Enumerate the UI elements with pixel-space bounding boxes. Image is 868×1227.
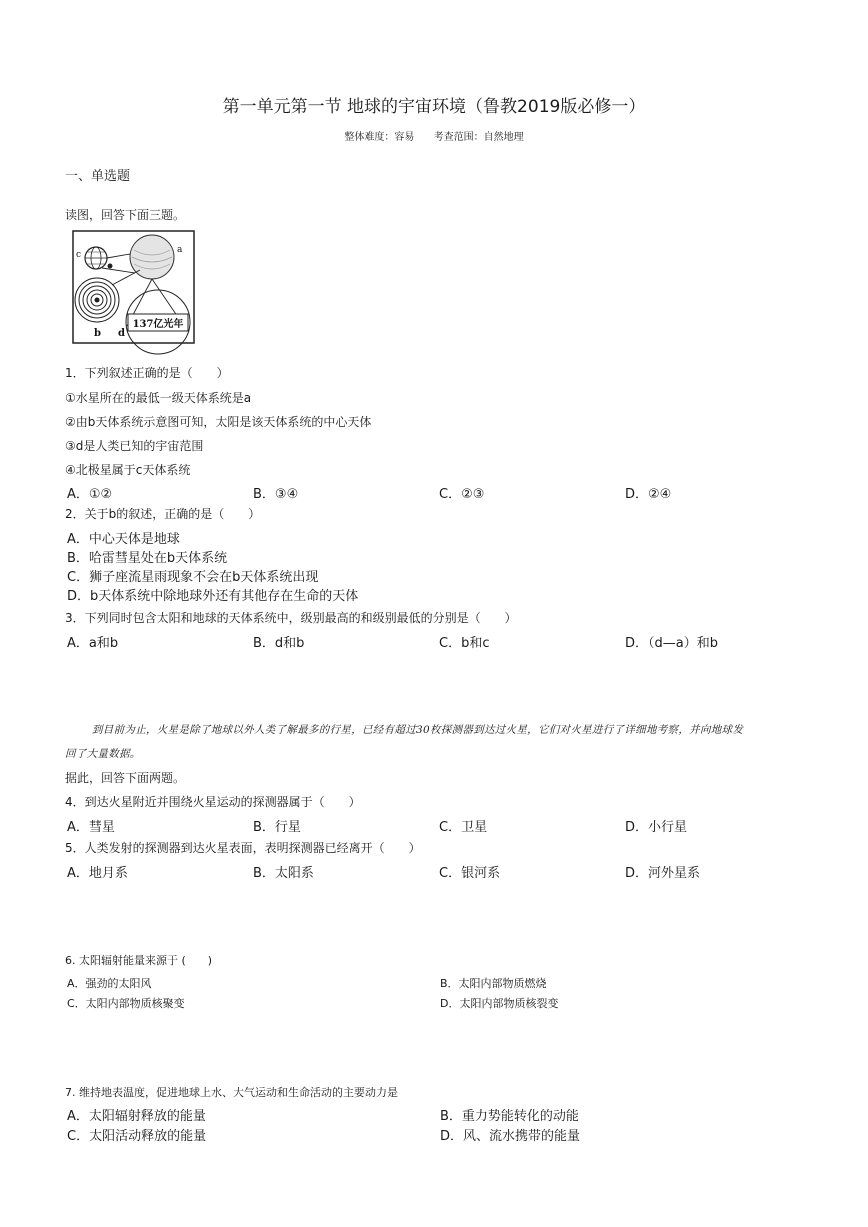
q4-option-b: B．行星 xyxy=(253,820,301,835)
q5-option-b: B．太阳系 xyxy=(253,866,314,881)
passage-line: 到目前为止，火星是除了地球以外人类了解最多的行星，已经有超过30枚探测器到达过火星，它们对火星进行了详细地考察，并向地球发 xyxy=(92,724,744,736)
scope-label: 考查范围：自然地理 xyxy=(433,132,524,143)
q1-statement: ②由b天体系统示意图可知，太阳是该天体系统的中心天体 xyxy=(65,415,372,429)
q1-option-d: D．②④ xyxy=(625,487,672,502)
q3-option-c: C．b和c xyxy=(439,636,490,651)
q2-option-c: C．狮子座流星雨现象不会在b天体系统出现 xyxy=(67,570,319,585)
q1-statement: ①水星所在的最低一级天体系统是a xyxy=(65,391,252,405)
cosmic-hierarchy-figure xyxy=(72,230,196,366)
group2-intro: 据此，回答下面两题。 xyxy=(65,771,186,785)
group1-intro: 读图，回答下面三题。 xyxy=(65,208,186,222)
figure-label-c: c xyxy=(76,250,82,260)
q2-option-d: D．b天体系统中除地球外还有其他存在生命的天体 xyxy=(67,589,359,604)
page-title: 第一单元第一节 地球的宇宙环境（鲁教2019版必修一） xyxy=(222,97,646,117)
q7-option-d: D．风、流水携带的能量 xyxy=(440,1129,581,1144)
q6-stem: 6. 太阳辐射能量来源于 ( ) xyxy=(65,954,213,967)
difficulty-label: 整体难度：容易 xyxy=(344,132,415,143)
q2-stem: 2．关于b的叙述，正确的是（ ） xyxy=(65,507,261,521)
q5-option-d: D．河外星系 xyxy=(625,866,701,881)
q3-stem: 3．下列同时包含太阳和地球的天体系统中，级别最高的和级别最低的分别是（ ） xyxy=(65,611,517,625)
q1-option-c: C．②③ xyxy=(439,487,485,502)
q3-option-a: A．a和b xyxy=(67,636,119,651)
q4-stem: 4．到达火星附近并围绕火星运动的探测器属于（ ） xyxy=(65,795,361,809)
q1-stem: 1．下列叙述正确的是（ ） xyxy=(65,366,229,380)
q3-option-b: B．d和b xyxy=(253,636,305,651)
q7-option-b: B．重力势能转化的动能 xyxy=(440,1109,579,1124)
figure-label-a: a xyxy=(177,245,183,255)
q2-option-b: B．哈雷彗星处在b天体系统 xyxy=(67,551,228,566)
q6-option-b: B．太阳内部物质燃烧 xyxy=(440,977,547,990)
q5-option-a: A．地月系 xyxy=(67,866,128,881)
q1-option-a: A．①② xyxy=(67,487,113,502)
q6-option-a: A．强劲的太阳风 xyxy=(67,977,152,990)
q7-option-a: A．太阳辐射释放的能量 xyxy=(67,1109,206,1124)
passage-line: 回了大量数据。 xyxy=(65,748,141,760)
q6-option-d: D．太阳内部物质核裂变 xyxy=(440,997,559,1010)
cosmic-hierarchy-diagram xyxy=(72,230,196,362)
q1-statement: ③d是人类已知的宇宙范围 xyxy=(65,439,204,453)
q7-stem: 7. 维持地表温度，促进地球上水、大气运动和生命活动的主要动力是 xyxy=(65,1086,398,1099)
q7-option-c: C．太阳活动释放的能量 xyxy=(67,1129,207,1144)
figure-label-d: d xyxy=(118,328,125,339)
figure-label-b: b xyxy=(94,328,101,339)
q4-option-a: A．彗星 xyxy=(67,820,115,835)
q4-option-c: C．卫星 xyxy=(439,820,488,835)
q1-statement: ④北极星属于c天体系统 xyxy=(65,463,191,477)
page-meta xyxy=(0,128,868,143)
q5-option-c: C．银河系 xyxy=(439,866,501,881)
section-title: 一、单选题 xyxy=(65,169,131,184)
figure-caption: 137亿光年 xyxy=(132,319,184,330)
q1-option-b: B．③④ xyxy=(253,487,299,502)
q2-option-a: A．中心天体是地球 xyxy=(67,532,180,547)
q5-stem: 5．人类发射的探测器到达火星表面，表明探测器已经离开（ ） xyxy=(65,841,421,855)
q6-option-c: C．太阳内部物质核聚变 xyxy=(67,997,185,1010)
q4-option-d: D．小行星 xyxy=(625,820,688,835)
q3-option-d: D．（d—a）和b xyxy=(625,636,718,651)
